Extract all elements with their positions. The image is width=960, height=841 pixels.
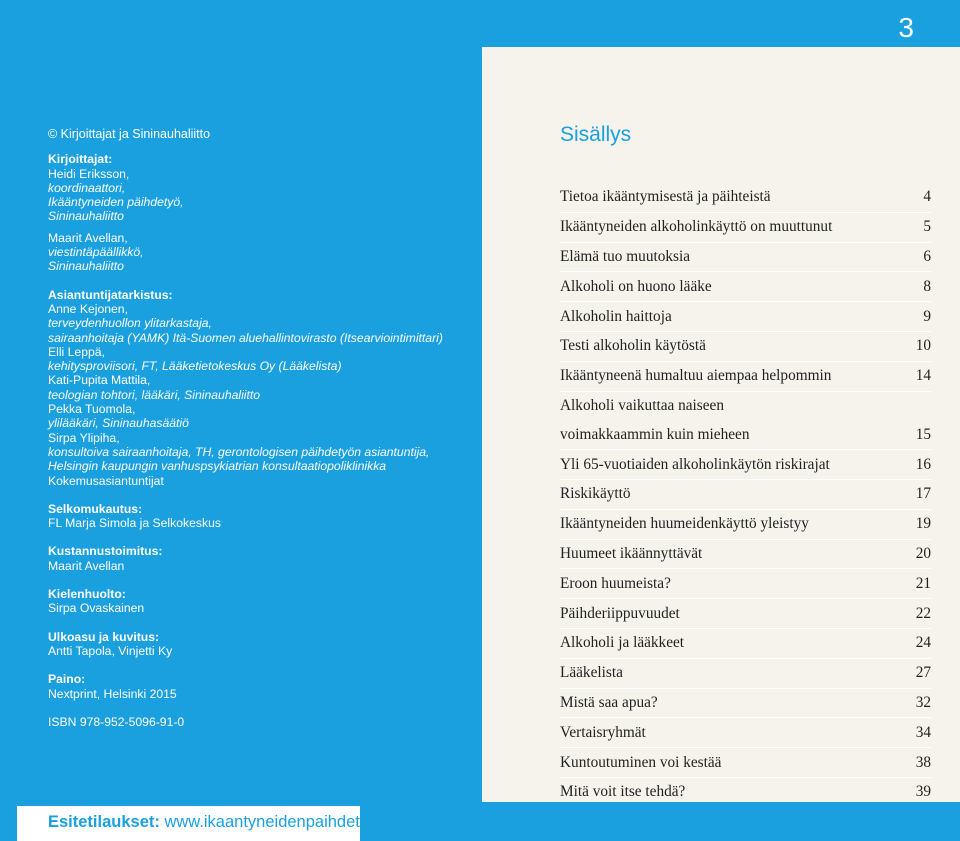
toc-panel <box>482 47 960 802</box>
review-section <box>48 288 468 488</box>
toc-item-label: voimakkaammin kuin mieheen <box>560 425 750 443</box>
review-heading: Asiantuntijatarkistus: <box>48 287 173 302</box>
writer-role: koordinaattori, <box>48 180 126 195</box>
toc-row[interactable] <box>560 689 931 719</box>
plain-language-heading: Selkomukautus: <box>48 501 143 516</box>
layout-section <box>48 630 468 659</box>
writer-name: Heidi Eriksson, <box>48 166 130 181</box>
reviewer-role: sairaanhoitaja (YAMK) Itä-Suomen aluehallintovirasto (Itsearviointimittari) <box>48 330 443 345</box>
plain-language-section <box>48 502 468 531</box>
reviewer-name: Kokemusasiantuntijat <box>48 473 164 488</box>
toc-item-label: Vertaisryhmät <box>560 723 646 741</box>
reviewer-name: Elli Leppä, <box>48 344 105 359</box>
publisher-section <box>48 544 468 573</box>
reviewer-role: ylilääkäri, Sininauhasäätiö <box>48 416 189 431</box>
toc-item-page: 20 <box>915 544 931 562</box>
toc-item-page: 34 <box>915 723 931 741</box>
toc-row[interactable] <box>560 659 931 689</box>
toc-item-label: Mitä voit itse tehdä? <box>560 783 686 801</box>
toc-item-label: Huumeet ikäännyttävät <box>560 544 703 562</box>
toc-item-label: Alkoholin haittoja <box>560 307 672 325</box>
toc-item-label: Riskikäyttö <box>560 485 631 503</box>
toc-item-label: Mistä saa apua? <box>560 693 658 711</box>
toc-item-label: Yli 65-vuotiaiden alkoholinkäytön riskirajat <box>560 455 830 473</box>
toc-item-page: 5 <box>923 218 931 236</box>
page-number: 3 <box>898 12 914 43</box>
print-heading: Paino: <box>48 672 86 687</box>
toc-item-label: Ikääntyneiden huumeidenkäyttö yleistyy <box>560 515 809 533</box>
toc-item-page: 8 <box>923 277 931 295</box>
writers-heading: Kirjoittajat: <box>48 152 113 167</box>
reviewer-name: Sirpa Ylipiha, <box>48 430 120 445</box>
toc-item-label: Ikääntyneenä humaltuu aiempaa helpommin <box>560 367 832 385</box>
language-heading: Kielenhuolto: <box>48 587 126 602</box>
publisher-value: Maarit Avellan <box>48 558 125 573</box>
language-value: Sirpa Ovaskainen <box>48 601 145 616</box>
toc-item-page: 4 <box>923 188 931 206</box>
toc-item-page: 9 <box>923 307 931 325</box>
toc-row[interactable] <box>560 450 931 480</box>
toc-row[interactable] <box>560 540 931 570</box>
toc-row[interactable] <box>560 213 931 243</box>
toc-item-label: Lääkelista <box>560 664 623 682</box>
reviewer-name: Anne Kejonen, <box>48 301 128 316</box>
toc-item-page: 22 <box>915 604 931 622</box>
toc-item-label: Alkoholi ja lääkkeet <box>560 634 685 652</box>
writer-role: Sininauhaliitto <box>48 209 124 224</box>
language-section <box>48 587 468 616</box>
reviewer-role: Helsingin kaupungin vanhuspsykiatrian konsultaatiopoliklinikka <box>48 459 387 474</box>
toc-row[interactable] <box>560 362 931 392</box>
isbn: ISBN 978-952-5096-91-0 <box>48 714 185 729</box>
toc-item-page: 27 <box>915 664 931 682</box>
toc-item-label: Tietoa ikääntymisestä ja päihteistä <box>560 188 771 206</box>
toc-item-label: Elämä tuo muutoksia <box>560 247 691 265</box>
toc-row[interactable] <box>560 569 931 599</box>
toc-title: Sisällys <box>560 123 632 146</box>
toc-item-page: 24 <box>915 634 931 652</box>
order-box <box>17 806 391 841</box>
order-link[interactable]: www.ikaantyneidenpaihdetyo.fi <box>164 813 391 831</box>
toc-row[interactable] <box>560 629 931 659</box>
writers-section <box>48 152 468 273</box>
writer-role: Sininauhaliitto <box>48 259 124 274</box>
credits-content <box>48 127 468 729</box>
toc-row[interactable] <box>560 420 931 450</box>
toc-item-page: 38 <box>915 753 931 771</box>
toc-item-label: Ikääntyneiden alkoholinkäyttö on muuttunut <box>560 218 833 236</box>
toc-item-page: 6 <box>923 247 931 265</box>
print-value: Nextprint, Helsinki 2015 <box>48 686 177 701</box>
toc-item-label: Kuntoutuminen voi kestää <box>560 753 722 771</box>
toc-row[interactable] <box>560 302 931 332</box>
order-label: Esitetilaukset: <box>48 813 160 831</box>
toc-row[interactable] <box>560 243 931 273</box>
toc-item-page: 32 <box>915 693 931 711</box>
reviewer-name: Kati-Pupita Mattila, <box>48 373 151 388</box>
toc-item-page: 10 <box>915 337 931 355</box>
copyright-line: © Kirjoittajat ja Sininauhaliitto <box>48 127 211 141</box>
toc-item-page: 15 <box>915 425 931 443</box>
toc-row[interactable] <box>560 183 931 213</box>
toc-item-page: 16 <box>915 455 931 473</box>
toc-row[interactable] <box>560 718 931 748</box>
toc-row[interactable] <box>560 748 931 778</box>
toc-row[interactable] <box>560 599 931 629</box>
toc-list <box>560 183 931 807</box>
toc-item-page: 39 <box>915 783 931 801</box>
toc-row[interactable] <box>560 510 931 540</box>
reviewer-role: terveydenhuollon ylitarkastaja, <box>48 316 212 331</box>
publisher-heading: Kustannustoimitus: <box>48 544 163 559</box>
toc-item-page: 21 <box>915 574 931 592</box>
writer-role: Ikääntyneiden päihdetyö, <box>48 195 184 210</box>
reviewer-role: kehitysproviisori, FT, Lääketietokeskus Oy (Lääkelista) <box>48 359 342 374</box>
writer-name: Maarit Avellan, <box>48 230 128 245</box>
toc-row[interactable] <box>560 392 931 421</box>
toc-row[interactable] <box>560 332 931 362</box>
layout-heading: Ulkoasu ja kuvitus: <box>48 629 160 644</box>
toc-item-page: 19 <box>915 515 931 533</box>
order-text <box>48 813 390 832</box>
reviewer-role: teologian tohtori, lääkäri, Sininauhaliitto <box>48 387 261 402</box>
toc-item-label: Testi alkoholin käytöstä <box>560 337 706 355</box>
reviewer-role: konsultoiva sairaanhoitaja, TH, gerontologisen päihdetyön asiantuntija, <box>48 444 430 459</box>
toc-item-label: Eroon huumeista? <box>560 574 671 592</box>
toc-row[interactable] <box>560 272 931 302</box>
toc-item-page: 14 <box>915 367 931 385</box>
toc-item-label: Alkoholi on huono lääke <box>560 277 712 295</box>
layout-value: Antti Tapola, Vinjetti Ky <box>48 643 173 658</box>
reviewer-name: Pekka Tuomola, <box>48 402 136 417</box>
print-section <box>48 672 468 701</box>
toc-item-label: Päihderiippuvuudet <box>560 604 680 622</box>
writer-role: viestintäpäällikkö, <box>48 245 144 260</box>
plain-language-value: FL Marja Simola ja Selkokeskus <box>48 516 221 531</box>
toc-row[interactable] <box>560 480 931 510</box>
toc-item-page: 17 <box>915 485 931 503</box>
toc-item-label: Alkoholi vaikuttaa naiseen <box>560 396 724 414</box>
